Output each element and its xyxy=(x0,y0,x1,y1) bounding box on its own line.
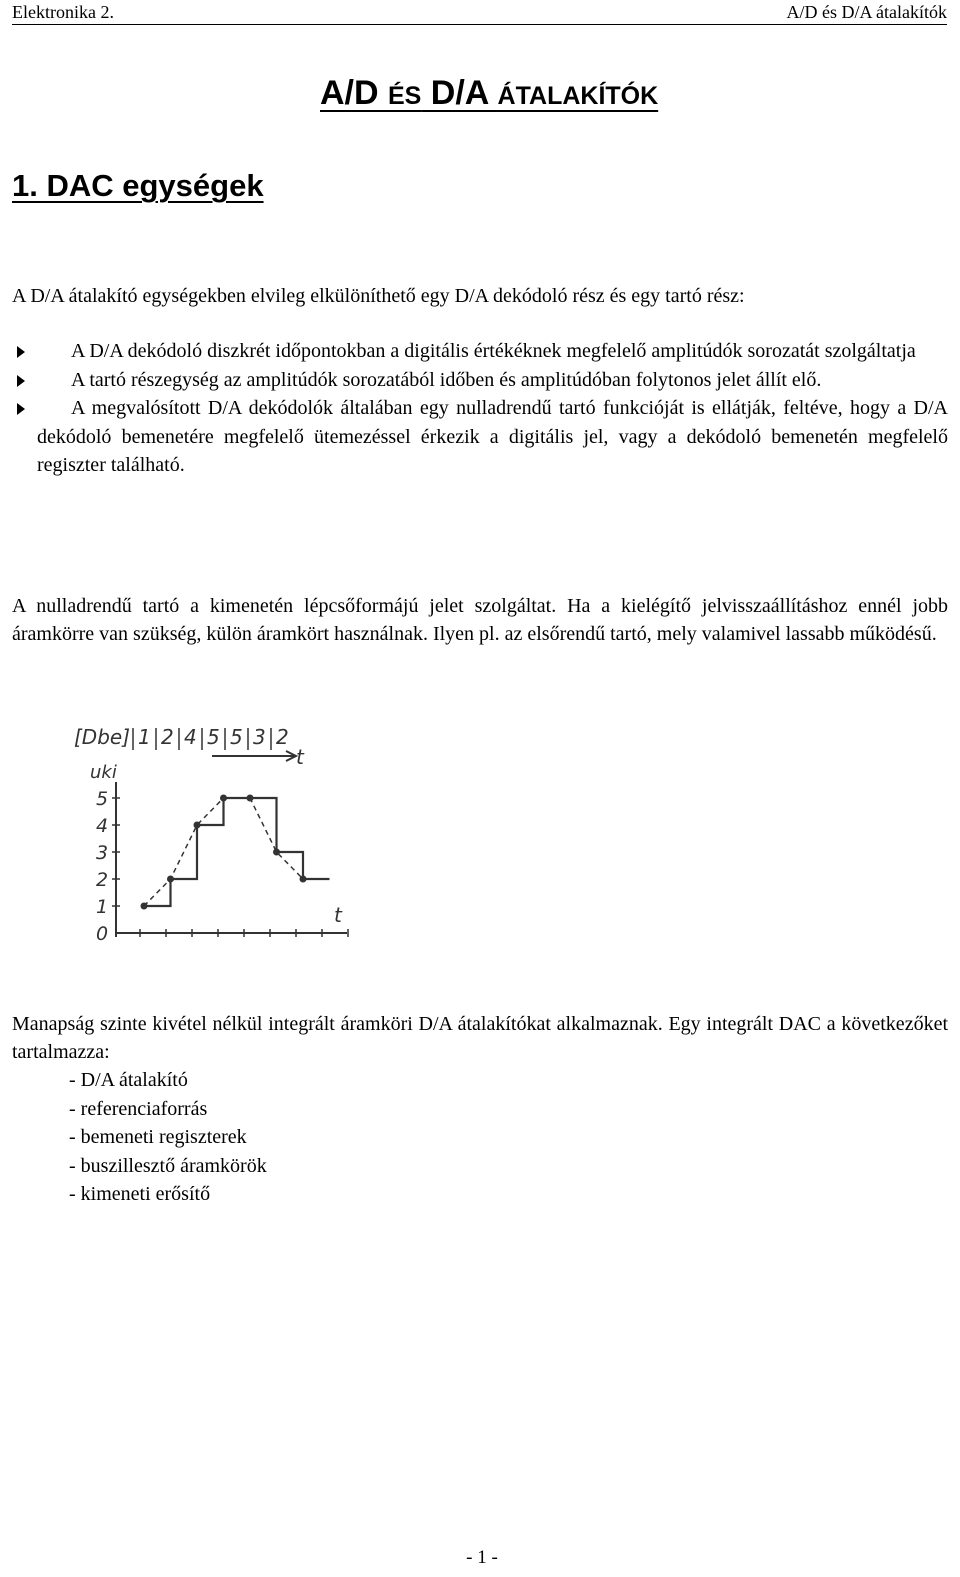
input-value: 4 xyxy=(184,725,197,749)
zero-order-hold-figure xyxy=(72,722,372,952)
sample-dot xyxy=(220,795,227,802)
intro-paragraph: A D/A átalakító egységekben elvileg elkülöníthető egy D/A dekódoló rész és egy tartó rész: xyxy=(12,285,745,307)
input-value: 2 xyxy=(161,725,174,749)
sample-dot xyxy=(273,849,280,856)
header-rule xyxy=(12,24,947,25)
document-title: A/D ÉS D/A ÁTALAKÍTÓK xyxy=(320,74,659,112)
zero-order-hold-staircase xyxy=(144,798,330,906)
dac-components-list xyxy=(69,1066,267,1209)
header-chapter-title: A/D és D/A átalakítók xyxy=(786,2,947,22)
bullet-item xyxy=(16,337,948,366)
sample-dot xyxy=(300,876,307,883)
x-axis-time-label: t xyxy=(334,903,342,927)
list-item: - referenciaforrás xyxy=(69,1097,208,1120)
list-item: - bemeneti regiszterek xyxy=(69,1126,247,1148)
y-tick-label: 2 xyxy=(96,869,109,891)
page-header xyxy=(12,0,947,24)
bullet-list xyxy=(16,337,948,480)
bullet-text: A megvalósított D/A dekódolók általában egy nulladrendű tartó funkcióját is ellátják, feltéve, hogy a D/A dekódoló bemenetére megfelelő ütemezéssel érkezik a digitális jel, vagy a dekódoló bemenetén megfelelő regiszter található. xyxy=(37,397,948,476)
input-value: 5 xyxy=(230,725,243,749)
section-heading: 1. DAC egységek xyxy=(12,168,264,203)
input-label: [Dbe] xyxy=(74,725,131,749)
sample-dot xyxy=(194,822,201,829)
input-value: 1 xyxy=(138,725,151,749)
sample-dot xyxy=(141,903,148,910)
list-item: - kimeneti erősítő xyxy=(69,1183,211,1205)
bullet-text: A tartó részegység az amplitúdók sorozatából időben és amplitúdóban folytonos jelet állít elő. xyxy=(71,368,822,391)
list-item: - D/A átalakító xyxy=(69,1069,188,1091)
triangle-bullet-icon xyxy=(17,403,25,415)
header-course-title: Elektronika 2. xyxy=(12,2,114,22)
integrated-dac-paragraph: Manapság szinte kivétel nélkül integrált áramköri D/A átalakítókat alkalmaznak. Egy integrált DAC a következőket tartalmazza: xyxy=(12,1013,948,1063)
input-value: 2 xyxy=(276,725,289,749)
y-tick-label: 1 xyxy=(96,896,109,918)
y-tick-label: 5 xyxy=(96,788,109,810)
y-tick-label: 4 xyxy=(96,815,109,837)
bullet-text: A D/A dekódoló diszkrét időpontokban a digitális értékéknek megfelelő amplitúdók sorozatát szolgáltatja xyxy=(71,340,916,362)
y-tick-label: 3 xyxy=(96,842,109,864)
zero-order-hold-paragraph: A nulladrendű tartó a kimenetén lépcsőformájú jelet szolgáltat. Ha a kielégítő jelvisszaállításhoz ennél jobb áramkörre van szükség, külön áramkört használnak. Ilyen pl. az elsőrendű tartó, mely valamivel lassabb működésű. xyxy=(12,595,948,645)
triangle-bullet-icon xyxy=(17,375,25,387)
y-axis-label: uki xyxy=(90,762,117,783)
input-value: 3 xyxy=(253,725,266,749)
input-value: 5 xyxy=(207,725,220,749)
page-number: - 1 - xyxy=(466,1547,498,1568)
time-label: t xyxy=(296,745,304,769)
sample-dot xyxy=(167,876,174,883)
bullet-item xyxy=(16,394,948,480)
list-item: - buszillesztő áramkörök xyxy=(69,1154,267,1177)
sample-dot xyxy=(247,795,254,802)
bullet-item xyxy=(16,366,948,395)
triangle-bullet-icon xyxy=(17,346,25,358)
y-tick-label: 0 xyxy=(96,923,109,945)
